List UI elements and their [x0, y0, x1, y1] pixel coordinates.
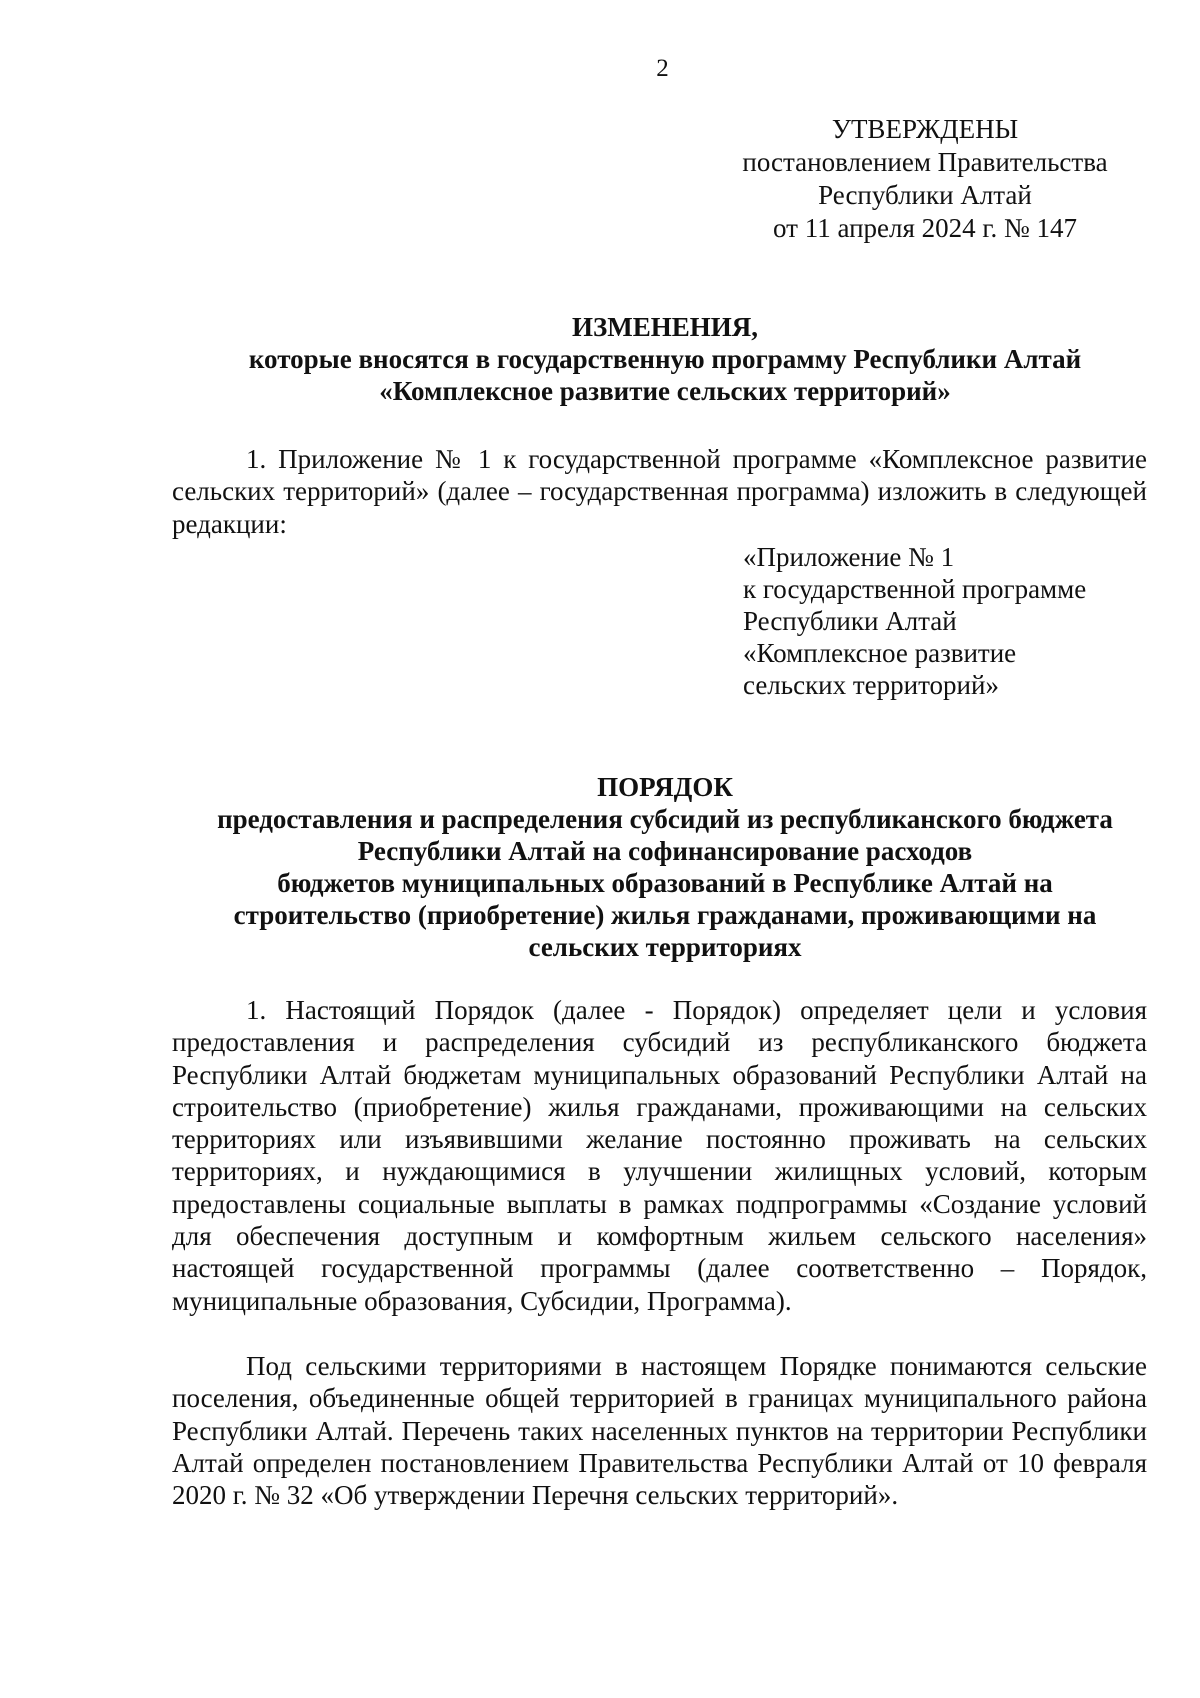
order-paragraph-1: 1. Настоящий Порядок (далее - Порядок) определяет цели и условия предоставления и распределения субсидий из республиканского бюджета Республики Алтай бюджетам муниципальных образований Республики Алтай на строительство (приобретение) жилья гражданами, проживающими на сельских территориях или изъявившими желание постоянно проживать на сельских территориях, и нуждающимися в улучшении жилищных условий, которым предоставлены социальные выплаты в рамках подпрограммы «Создание условий для обеспечения доступным и комфортным жильем сельского населения» настоящей государственной программы (далее соответственно – Порядок, муниципальные образования, Субсидии, Программа). — [172, 995, 1147, 1316]
changes-heading — [160, 311, 1170, 407]
changes-paragraph-1: 1. Приложение № 1 к государственной программе «Комплексное развитие сельских территорий» (далее – государственная программа) изложить в следующей редакции: — [172, 444, 1147, 539]
appendix-line-4: «Комплексное развитие — [743, 638, 1017, 668]
appendix-line-1: «Приложение № 1 — [743, 542, 955, 572]
order-subtitle-line-4: строительство (приобретение) жилья гражданами, проживающими на — [233, 900, 1097, 930]
appendix-line-5: сельских территорий» — [743, 670, 999, 700]
approval-region: Республики Алтай — [818, 180, 1032, 210]
appendix-line-2: к государственной программе — [743, 574, 1087, 604]
order-subtitle-line-2: Республики Алтай на софинансирование расходов — [357, 836, 973, 866]
order-subtitle-line-5: сельских территориях — [528, 932, 802, 962]
changes-title: ИЗМЕНЕНИЯ, — [571, 312, 758, 342]
appendix-line-3: Республики Алтай — [743, 606, 957, 636]
order-title: ПОРЯДОК — [597, 772, 733, 802]
order-paragraph-2: Под сельскими территориями в настоящем Порядке понимаются сельские поселения, объединенные общей территорией в границах муниципального района Республики Алтай. Перечень таких населенных пунктов на территории Республики Алтай определен постановлением Правительства Республики Алтай от 10 февраля 2020 г. № 32 «Об утверждении Перечня сельских территорий». — [172, 1351, 1147, 1511]
order-heading — [160, 771, 1170, 963]
approval-authority: постановлением Правительства — [742, 147, 1108, 177]
approval-date-number: от 11 апреля 2024 г. № 147 — [773, 213, 1077, 243]
approval-stamp-block — [740, 113, 1110, 245]
order-subtitle-line-3: бюджетов муниципальных образований в Республике Алтай на — [277, 868, 1053, 898]
changes-subtitle-line-1: которые вносятся в государственную программу Республики Алтай — [248, 344, 1082, 374]
order-subtitle-line-1: предоставления и распределения субсидий из республиканского бюджета — [217, 804, 1113, 834]
page-number: 2 — [656, 55, 669, 82]
approval-title: УТВЕРЖДЕНЫ — [831, 114, 1019, 144]
changes-subtitle-line-2: «Комплексное развитие сельских территорий» — [379, 376, 951, 406]
appendix-reference-block — [743, 541, 1163, 701]
